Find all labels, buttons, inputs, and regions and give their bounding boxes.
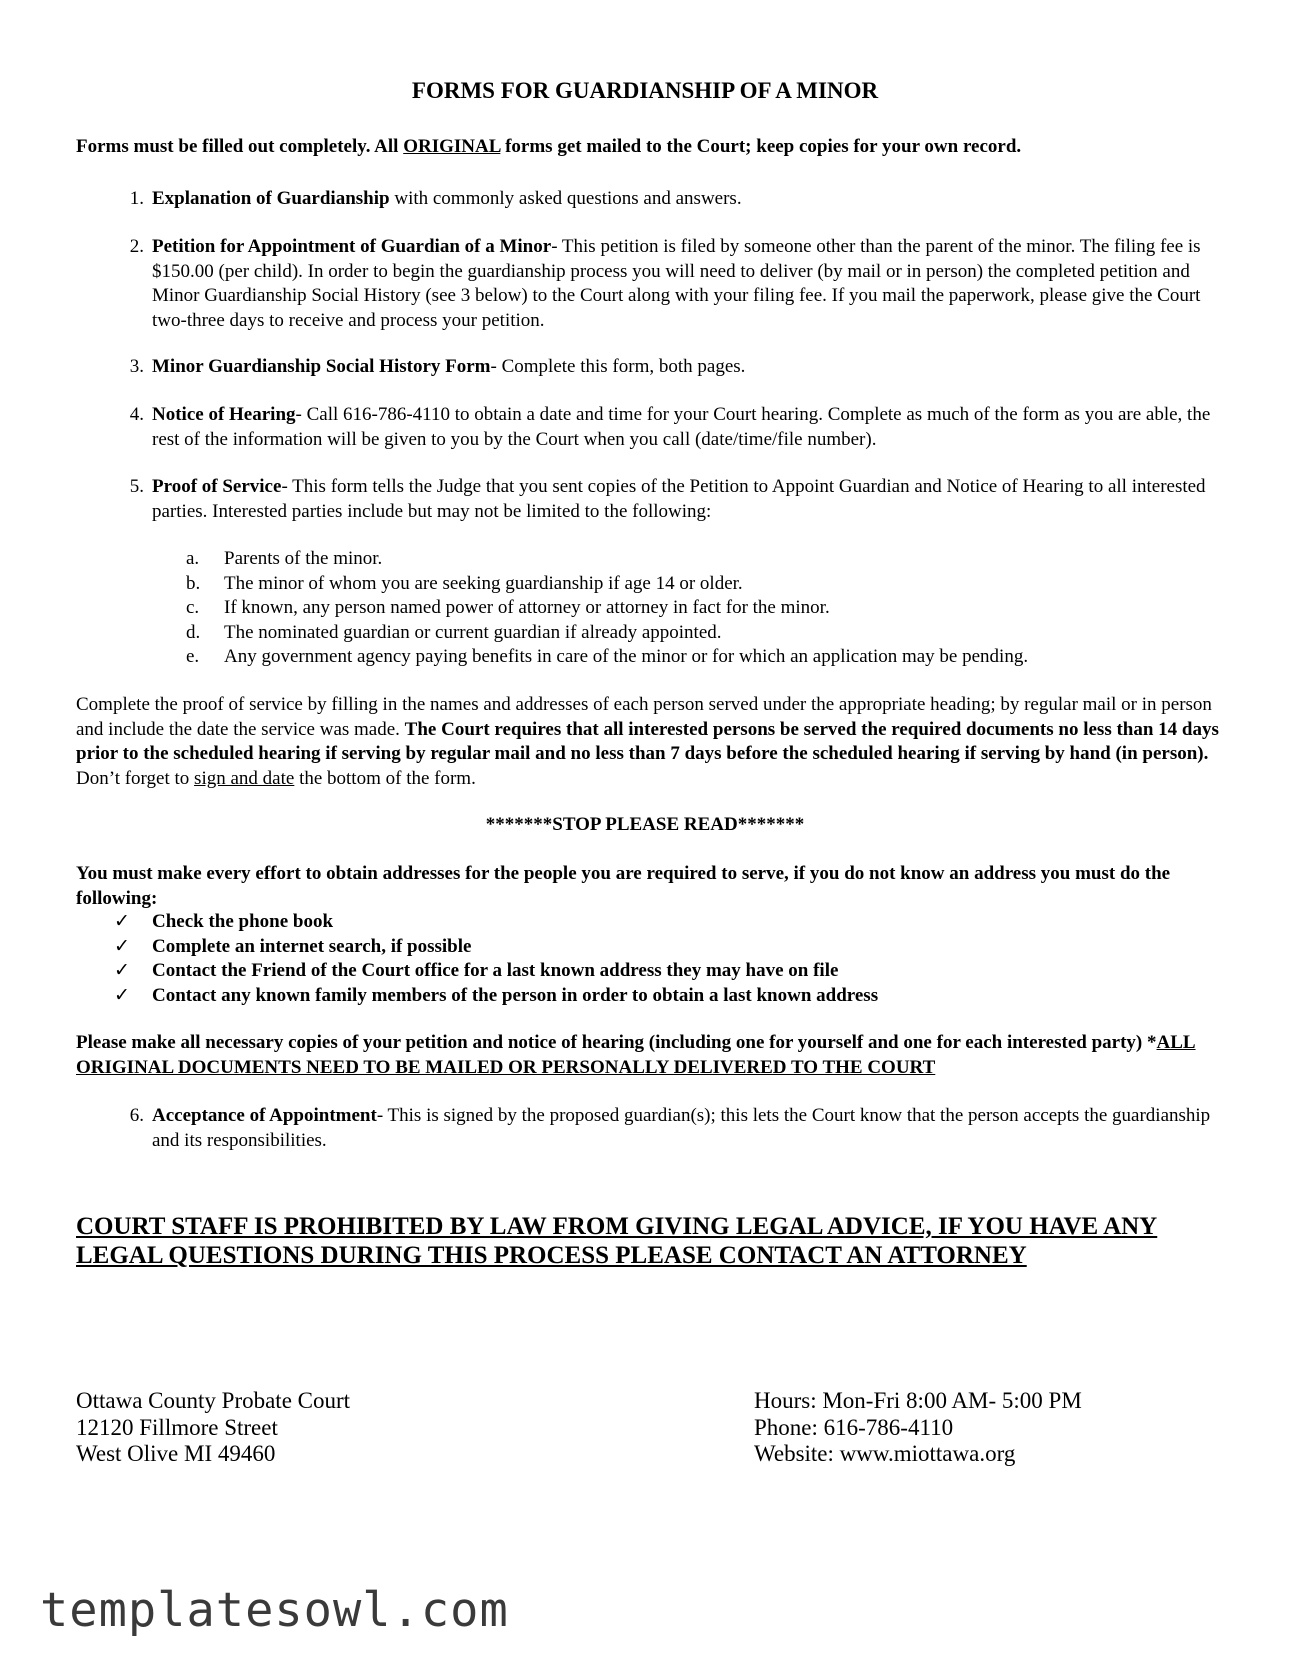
list-item <box>76 1104 1216 1153</box>
item-text: - Complete this form, both pages. <box>490 356 746 377</box>
court-street: 12120 Fillmore Street <box>76 1414 278 1440</box>
sub-list-item <box>186 547 1028 572</box>
list-item <box>76 187 1216 212</box>
item-heading: Minor Guardianship Social History Form <box>152 356 491 377</box>
check-icon: ✓ <box>114 960 130 981</box>
checklist-text: Complete an internet search, if possible <box>152 935 472 957</box>
checklist-text: Contact any known family members of the person in order to obtain a last known address <box>152 984 879 1006</box>
court-phone: Phone: 616-786-4110 <box>754 1414 954 1440</box>
paragraph-text: Don’t forget to <box>76 767 195 789</box>
paragraph-text: Complete the proof of service by filling in the names and addresses of each person served under the appropriate heading; by regular mail or in person and include the date the service was made. <box>76 694 1212 740</box>
sub-item-letter: c. <box>186 597 200 618</box>
sub-list-item <box>186 621 1028 646</box>
sub-item-text: Any government agency paying benefits in care of the minor or for which an application may be pending. <box>224 646 1029 667</box>
item-number: 2. <box>129 236 144 257</box>
item-number: 6. <box>129 1105 144 1126</box>
item-text: - This is signed by the proposed guardian(s); this lets the Court know that the person accepts the guardianship and its responsibilities. <box>152 1105 1211 1151</box>
check-icon: ✓ <box>114 984 130 1006</box>
sub-item-text: The minor of whom you are seeking guardianship if age 14 or older. <box>224 572 743 594</box>
item-text: - Call 616-786-4110 to obtain a date and time for your Court hearing. Complete as much of the form as you are able, the rest of the information will be given to you by the Court when you call (date/time/file number). <box>152 404 1211 450</box>
item-heading: Petition for Appointment of Guardian of a Minor <box>152 236 552 257</box>
legal-advice-warning: COURT STAFF IS PROHIBITED BY LAW FROM GIVING LEGAL ADVICE, IF YOU HAVE ANY LEGAL QUESTIONS DURING THIS PROCESS PLEASE CONTACT AN ATTORNEY <box>76 1213 1158 1269</box>
sub-item-text: If known, any person named power of attorney or attorney in fact for the minor. <box>224 597 830 618</box>
page-title: FORMS FOR GUARDIANSHIP OF A MINOR <box>411 78 879 103</box>
intro-original-emphasis: ORIGINAL <box>403 136 501 157</box>
list-item <box>76 235 1216 333</box>
intro-instructions <box>76 136 1226 158</box>
sub-item-letter: d. <box>186 621 201 643</box>
sub-item-letter: b. <box>186 572 201 594</box>
item-text: - This petition is filed by someone other than the parent of the minor. The filing fee is $150.00 (per child). In order to begin the guardianship process you will need to deliver (by mail or in person) the completed petition and Minor Guardianship Social History (see 3 below) to the Court along with your filing fee. If you mail the paperwork, please give the Court two-three days to receive and process your petition. <box>152 236 1201 331</box>
list-item <box>76 475 1216 524</box>
checklist-item <box>76 935 878 960</box>
list-item <box>76 355 1216 380</box>
checklist-item <box>76 959 878 984</box>
court-city: West Olive MI 49460 <box>76 1441 276 1466</box>
checklist-item <box>76 910 878 935</box>
paragraph-text: Please make all necessary copies of your petition and notice of hearing (including one for yourself and one for each interested party) * <box>76 1032 1157 1053</box>
item-heading: Acceptance of Appointment <box>152 1105 377 1126</box>
item-number: 5. <box>129 476 144 497</box>
address-effort-paragraph: You must make every effort to obtain addresses for the people you are required to serve, if you do not know an address you must do the following: <box>76 863 1171 909</box>
item-number: 1. <box>129 188 144 209</box>
proof-of-service-paragraph <box>76 693 1221 791</box>
service-deadline-notice: The Court requires that all interested persons be served the required documents no less than 14 days prior to the scheduled hearing if serving by regular mail and no less than 7 days before the scheduled hearing if serving by hand (in person). <box>76 718 1219 764</box>
stop-notice: *******STOP PLEASE READ******* <box>485 814 805 835</box>
court-hours: Hours: Mon-Fri 8:00 AM- 5:00 PM <box>754 1388 1082 1413</box>
watermark: templatesowl.com <box>40 1583 509 1638</box>
sub-item-text: Parents of the minor. <box>224 548 383 569</box>
list-item <box>76 403 1216 452</box>
original-documents-notice: ALL ORIGINAL DOCUMENTS NEED TO BE MAILED OR PERSONALLY DELIVERED TO THE COURT <box>76 1032 1196 1078</box>
checklist-text: Check the phone book <box>152 911 334 932</box>
interested-party-list <box>186 547 1028 670</box>
item-heading: Proof of Service <box>152 476 282 497</box>
address-checklist <box>76 910 878 1008</box>
check-icon: ✓ <box>114 935 130 957</box>
checklist-text: Contact the Friend of the Court office for a last known address they may have on file <box>152 960 839 981</box>
item-number: 3. <box>129 356 144 377</box>
item-text: - This form tells the Judge that you sent copies of the Petition to Appoint Guardian and Notice of Hearing to all interested parties. Interested parties include but may not be limited to the following: <box>152 476 1206 522</box>
sign-and-date-emphasis: sign and date <box>194 767 295 789</box>
sub-list-item <box>186 596 1028 621</box>
checklist-item <box>76 984 878 1009</box>
sub-list-item <box>186 645 1028 670</box>
paragraph-text: the bottom of the form. <box>294 767 476 789</box>
sub-item-letter: e. <box>186 646 200 667</box>
court-name: Ottawa County Probate Court <box>76 1388 351 1413</box>
item-heading: Notice of Hearing <box>152 404 296 425</box>
intro-text-end: forms get mailed to the Court; keep copies for your own record. <box>500 136 1022 157</box>
copies-paragraph <box>76 1031 1221 1080</box>
item-heading: Explanation of Guardianship <box>152 188 390 209</box>
item-text: with commonly asked questions and answers. <box>389 188 742 209</box>
court-website: Website: www.miottawa.org <box>754 1441 1016 1466</box>
check-icon: ✓ <box>114 911 130 932</box>
court-contact <box>754 1388 1082 1468</box>
intro-text: Forms must be filled out completely. All <box>76 136 404 157</box>
sub-item-text: The nominated guardian or current guardian if already appointed. <box>224 621 722 643</box>
sub-item-letter: a. <box>186 548 200 569</box>
item-number: 4. <box>129 404 144 425</box>
court-address <box>76 1388 350 1468</box>
sub-list-item <box>186 572 1028 597</box>
